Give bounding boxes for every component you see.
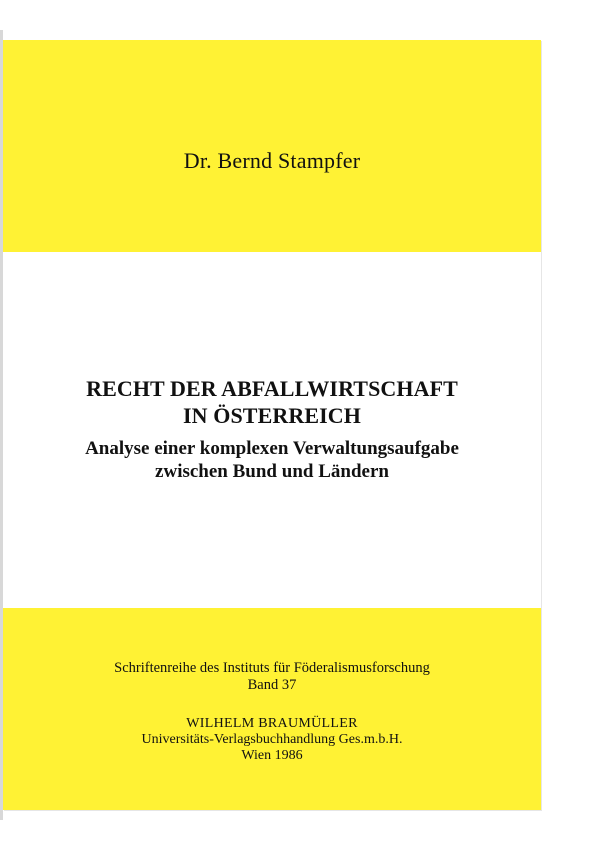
subtitle-line-1: Analyse einer komplexen Verwaltungsaufgabe xyxy=(85,438,459,459)
title-line-2: IN ÖSTERREICH xyxy=(183,403,361,428)
top-yellow-band xyxy=(3,40,541,252)
subtitle-line-2: zwischen Bund und Ländern xyxy=(155,461,389,482)
title-line-1: RECHT DER ABFALLWIRTSCHAFT xyxy=(86,376,458,401)
publisher-info xyxy=(3,716,541,764)
bottom-yellow-band xyxy=(3,608,541,810)
series-name: Schriftenreihe des Instituts für Föderalismusforschung xyxy=(114,660,430,676)
publisher-imprint: Universitäts-Verlagsbuchhandlung Ges.m.b.H. xyxy=(141,732,403,747)
series-volume: Band 37 xyxy=(247,677,297,693)
publisher-place-year: Wien 1986 xyxy=(241,748,303,763)
series-info xyxy=(3,660,541,694)
book-cover xyxy=(3,40,541,810)
author-name: Dr. Bernd Stampfer xyxy=(183,148,361,173)
title-block xyxy=(3,375,541,483)
publisher-name: WILHELM BRAUMÜLLER xyxy=(186,716,358,731)
